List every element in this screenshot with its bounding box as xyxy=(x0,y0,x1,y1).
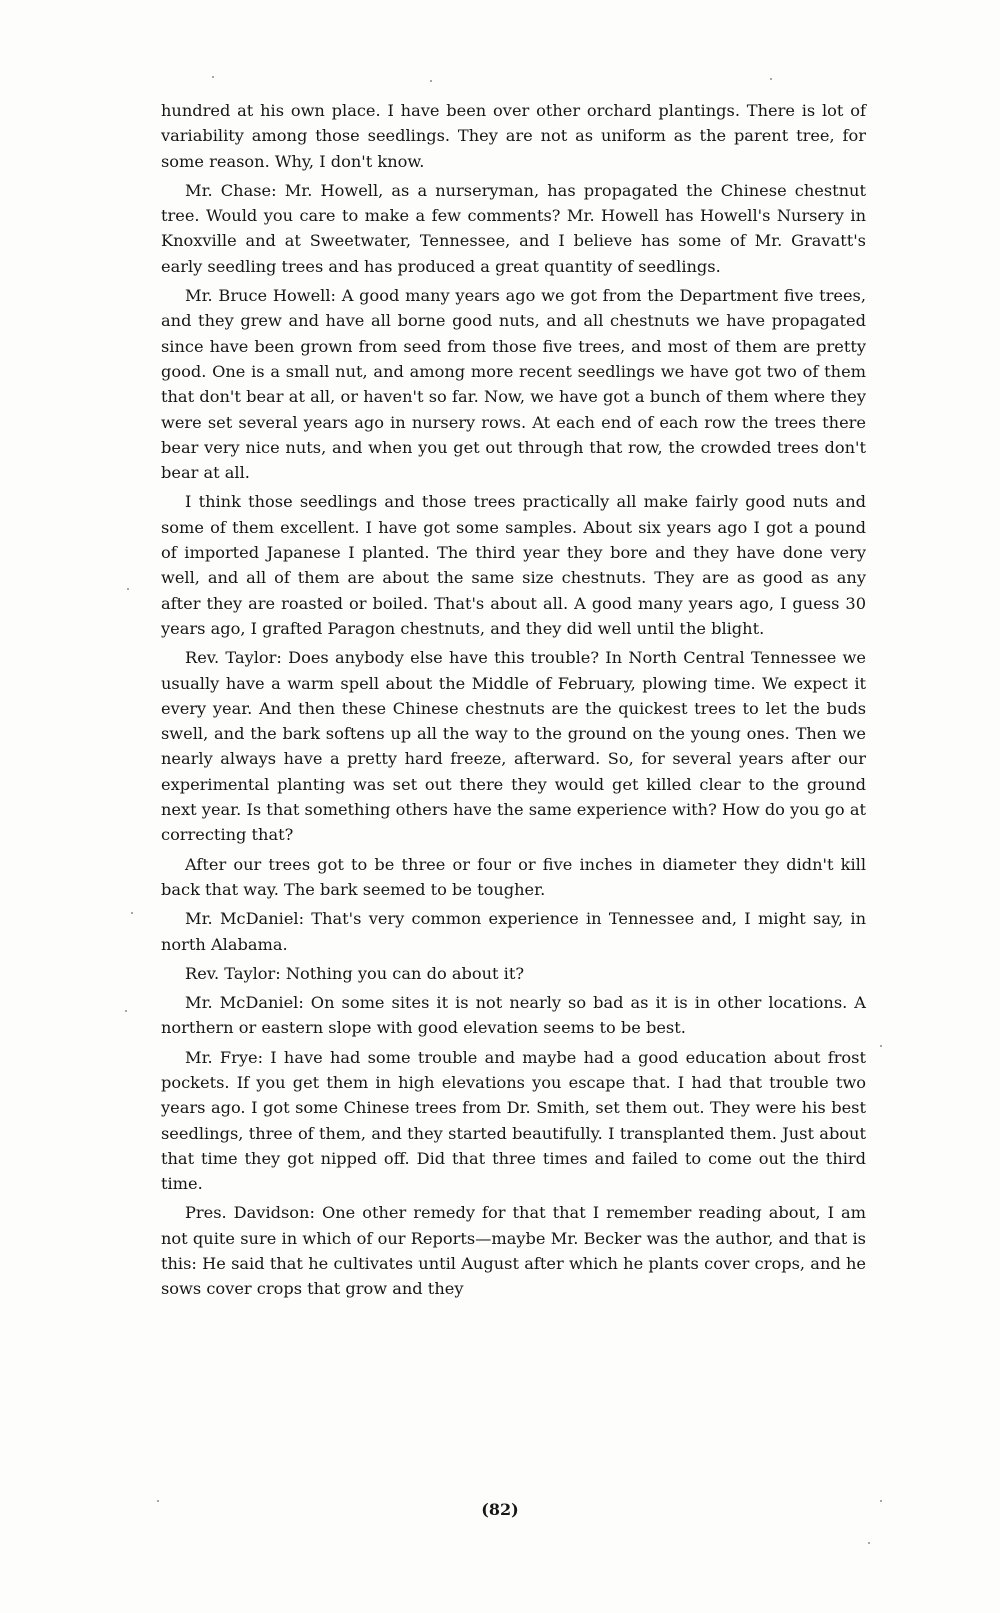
paragraph-chase: Mr. Chase: Mr. Howell, as a nurseryman, has propagated the Chinese chestnut tree. Would you care to make a few comments? Mr. Howell has Howell's Nursery in Knoxville and at Sweetwater, Tennessee, and I believe has some of Mr. Gravatt's early seedling trees and has produced a great quantity of seedlings. xyxy=(161,180,866,276)
paragraph-taylor-cont: After our trees got to be three or four or five inches in diameter they didn't kill back that way. The bark seemed to be tougher. xyxy=(161,854,866,899)
paragraph-howell: Mr. Bruce Howell: A good many years ago we got from the Department five trees, and they grew and have all borne good nuts, and all chestnuts we have propagated since have been grown from seed from those five trees, and most of them are pretty good. One is a small nut, and among more recent seedlings we have got two of them that don't bear at all, or haven't so far. Now, we have got a bunch of them where they were set several years ago in nursery rows. At each end of each row the trees there bear very nice nuts, and when you get out through that row, the crowded trees don't bear at all. xyxy=(161,286,866,483)
scan-speck xyxy=(770,78,772,80)
paragraph-mcdaniel: Mr. McDaniel: That's very common experience in Tennessee and, I might say, in north Alabama. xyxy=(161,909,866,954)
scan-speck xyxy=(157,1500,159,1502)
scan-speck xyxy=(125,1010,127,1012)
scan-speck xyxy=(212,76,214,78)
paragraph-taylor-question: Rev. Taylor: Nothing you can do about it? xyxy=(185,963,525,983)
paragraph-taylor: Rev. Taylor: Does anybody else have this trouble? In North Central Tennessee we usually have a warm spell about the Middle of February, plowing time. We expect it every year. And then these Chinese chestnuts are the quickest trees to let the buds swell, and the bark softens up all the way to the ground on the young ones. Then we nearly always have a pretty hard freeze, afterward. So, for several years after our experimental planting was set out there they would get killed clear to the ground next year. Is that something others have the same experience with? How do you go at correcting that? xyxy=(161,648,866,845)
scan-speck xyxy=(868,1542,870,1544)
paragraph-howell-cont: I think those seedlings and those trees practically all make fairly good nuts and some of them excellent. I have got some samples. About six years ago I got a pound of imported Japanese I planted. The third year they bore and they have done very well, and all of them are about the same size chestnuts. They are as good as any after they are roasted or boiled. That's about all. A good many years ago, I guess 30 years ago, I grafted Paragon chestnuts, and they did well until the blight. xyxy=(161,492,866,638)
paragraph-continuation: hundred at his own place. I have been over other orchard plantings. There is lot of variability among those seedlings. They are not as uniform as the parent tree, for some reason. Why, I don't know. xyxy=(161,101,866,171)
page-number: (82) xyxy=(481,1500,519,1519)
scan-speck xyxy=(131,912,133,914)
scan-speck xyxy=(127,588,129,590)
paragraph-davidson: Pres. Davidson: One other remedy for that that I remember reading about, I am not quite sure in which of our Reports—maybe Mr. Becker was the author, and that is this: He said that he cultivates until August after which he plants cover crops, and he sows cover crops that grow and they xyxy=(161,1203,866,1299)
scan-speck xyxy=(880,1500,882,1502)
paragraph-mcdaniel-answer: Mr. McDaniel: On some sites it is not nearly so bad as it is in other locations. A northern or eastern slope with good elevation seems to be best. xyxy=(161,993,866,1038)
scan-speck xyxy=(430,80,432,82)
body-text xyxy=(161,98,866,1306)
scan-speck xyxy=(880,1045,882,1047)
paragraph-frye: Mr. Frye: I have had some trouble and maybe had a good education about frost pockets. If you get them in high elevations you escape that. I had that trouble two years ago. I got some Chinese trees from Dr. Smith, set them out. They were his best seedlings, three of them, and they started beautifully. I transplanted them. Just about that time they got nipped off. Did that three times and failed to come out the third time. xyxy=(161,1047,866,1194)
